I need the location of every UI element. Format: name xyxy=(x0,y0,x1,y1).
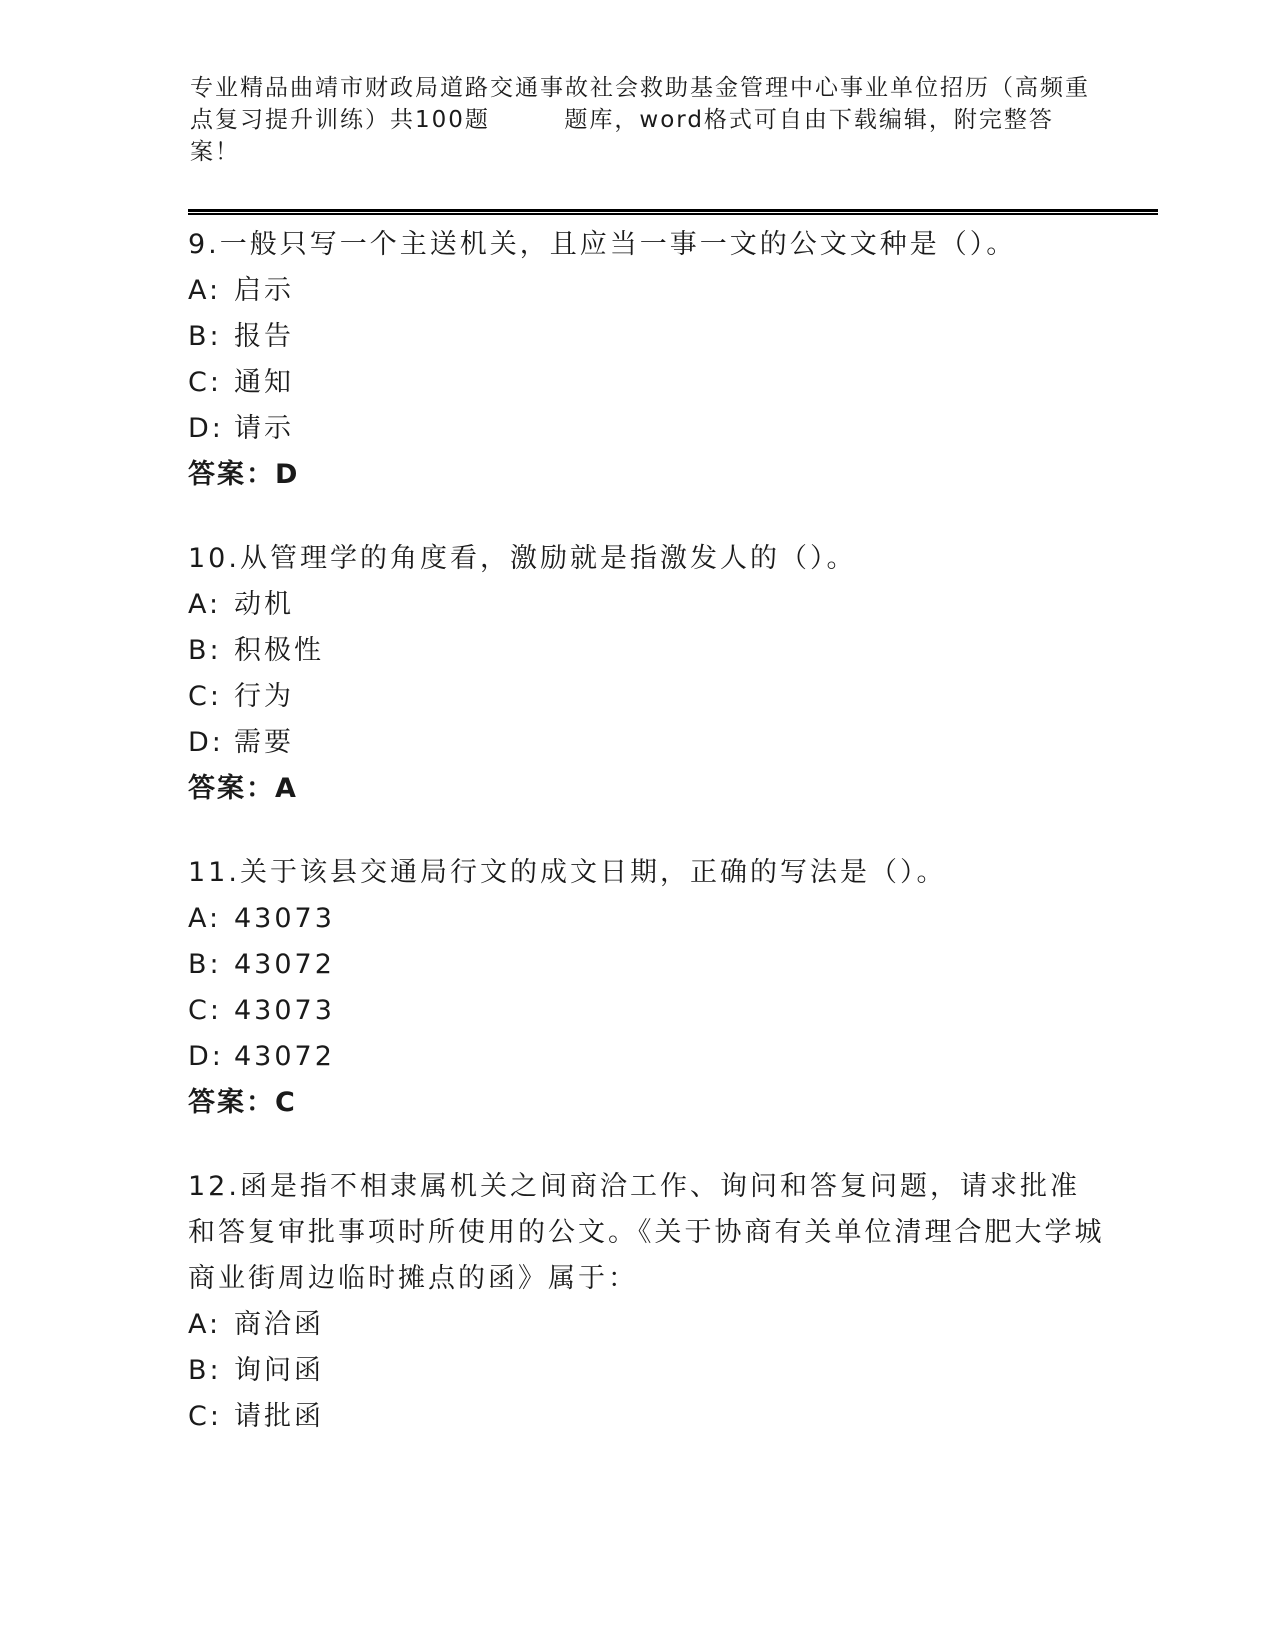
option-text: 请示 xyxy=(234,413,294,444)
option-key: D: xyxy=(188,1041,224,1072)
option-text: 请批函 xyxy=(234,1401,324,1432)
option-c xyxy=(188,988,1108,1034)
option-a xyxy=(188,1302,1108,1348)
option-text: 43073 xyxy=(234,903,335,934)
option-b xyxy=(188,314,1108,360)
option-key: B: xyxy=(188,321,222,352)
option-text: 动机 xyxy=(234,589,294,620)
option-d xyxy=(188,1034,1108,1080)
option-b xyxy=(188,628,1108,674)
option-key: C: xyxy=(188,681,222,712)
option-d xyxy=(188,406,1108,452)
option-a xyxy=(188,268,1108,314)
question-12 xyxy=(188,1164,1108,1440)
question-stem: 10.从管理学的角度看，激励就是指激发人的（）。 xyxy=(188,543,857,574)
option-key: D: xyxy=(188,727,224,758)
option-b xyxy=(188,942,1108,988)
option-text: 商洽函 xyxy=(234,1309,324,1340)
option-text: 通知 xyxy=(234,367,294,398)
option-d xyxy=(188,720,1108,766)
option-key: C: xyxy=(188,995,222,1026)
option-key: B: xyxy=(188,949,222,980)
option-a xyxy=(188,582,1108,628)
option-key: B: xyxy=(188,1355,222,1386)
question-stem: 11.关于该县交通局行文的成文日期，正确的写法是（）。 xyxy=(188,857,947,888)
option-text: 43072 xyxy=(234,949,335,980)
question-stem: 9.一般只写一个主送机关，且应当一事一文的公文文种是（）。 xyxy=(188,229,1017,260)
header-divider xyxy=(188,209,1158,215)
option-key: C: xyxy=(188,1401,222,1432)
option-text: 启示 xyxy=(234,275,294,306)
option-text: 行为 xyxy=(234,681,294,712)
option-text: 积极性 xyxy=(234,635,324,666)
option-key: A: xyxy=(188,903,222,934)
option-text: 43072 xyxy=(234,1041,335,1072)
option-key: A: xyxy=(188,589,222,620)
option-key: A: xyxy=(188,1309,222,1340)
answer-line: 答案：C xyxy=(188,1087,297,1118)
question-10 xyxy=(188,536,1108,812)
option-a xyxy=(188,896,1108,942)
question-list xyxy=(188,222,1108,1478)
option-text: 询问函 xyxy=(234,1355,324,1386)
option-c xyxy=(188,360,1108,406)
question-9 xyxy=(188,222,1108,498)
question-stem: 12.函是指不相隶属机关之间商洽工作、询问和答复问题，请求批准和答复审批事项时所使用的公文。《关于协商有关单位清理合肥大学城商业街周边临时摊点的函》属于： xyxy=(188,1171,1105,1294)
option-key: A: xyxy=(188,275,222,306)
page-header: 专业精品曲靖市财政局道路交通事故社会救助基金管理中心事业单位招历（高频重点复习提升训练）共100题 题库，word格式可自由下载编辑，附完整答案！ xyxy=(190,75,1090,165)
option-c xyxy=(188,1394,1108,1440)
question-11 xyxy=(188,850,1108,1126)
answer-line: 答案：A xyxy=(188,773,298,804)
option-c xyxy=(188,674,1108,720)
option-text: 需要 xyxy=(234,727,294,758)
option-key: D: xyxy=(188,413,224,444)
option-key: C: xyxy=(188,367,222,398)
option-text: 43073 xyxy=(234,995,335,1026)
option-key: B: xyxy=(188,635,222,666)
option-text: 报告 xyxy=(234,321,294,352)
answer-line: 答案：D xyxy=(188,459,300,490)
option-b xyxy=(188,1348,1108,1394)
